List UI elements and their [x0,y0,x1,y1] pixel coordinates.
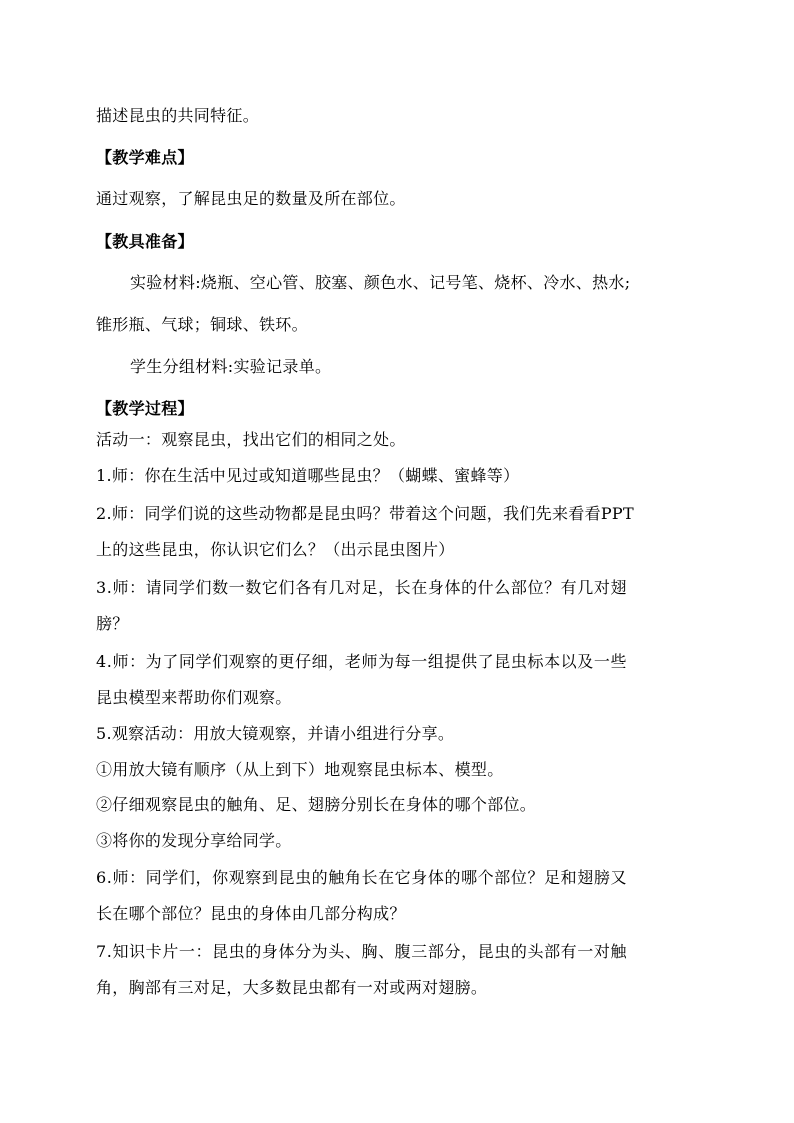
text-line: 活动一：观察昆虫，找出它们的相同之处。 [96,430,406,449]
text-line: 通过观察，了解昆虫足的数量及所在部位。 [96,189,406,208]
text-line: 实验材料:烧瓶、空心管、胶塞、颜色水、记号笔、烧杯、冷水、热水; [130,273,631,292]
text-line: 学生分组材料:实验记录单。 [130,357,332,376]
section-heading: 【教学过程】 [96,399,194,418]
list-item: ①用放大镜有顺序（从上到下）地观察昆虫标本、模型。 [96,760,504,779]
list-item: ②仔细观察昆虫的触角、足、翅膀分别长在身体的哪个部位。 [96,795,537,814]
text-line: 上的这些昆虫，你认识它们么？（出示昆虫图片） [96,540,455,559]
text-line: 长在哪个部位？昆虫的身体由几部分构成？ [96,904,406,923]
list-item: 1.师：你在生活中见过或知道哪些昆虫？（蝴蝶、蜜蜂等） [96,466,520,485]
text-line: 角，胸部有三对足，大多数昆虫都有一对或两对翅膀。 [96,978,488,997]
section-heading: 【教学难点】 [96,148,194,167]
section-heading: 【教具准备】 [96,232,194,251]
text-line: 膀？ [96,614,129,633]
list-item: 7.知识卡片一：昆虫的身体分为头、胸、腹三部分，昆虫的头部有一对触 [96,942,628,961]
list-item: 4.师：为了同学们观察的更仔细，老师为每一组提供了昆虫标本以及一些 [96,652,628,671]
text-line: 描述昆虫的共同特征。 [96,106,260,125]
list-item: 2.师：同学们说的这些动物都是昆虫吗？带着这个问题，我们先来看看PPT [96,504,634,523]
list-item: 3.师：请同学们数一数它们各有几对足，长在身体的什么部位？有几对翅 [96,578,628,597]
list-item: 5.观察活动：用放大镜观察，并请小组进行分享。 [96,724,455,743]
text-line: 昆虫模型来帮助你们观察。 [96,688,292,707]
list-item: 6.师：同学们，你观察到昆虫的触角长在它身体的哪个部位？足和翅膀又 [96,868,628,887]
text-line: 锥形瓶、气球；铜球、铁环。 [96,315,308,334]
list-item: ③将你的发现分享给同学。 [96,831,292,850]
